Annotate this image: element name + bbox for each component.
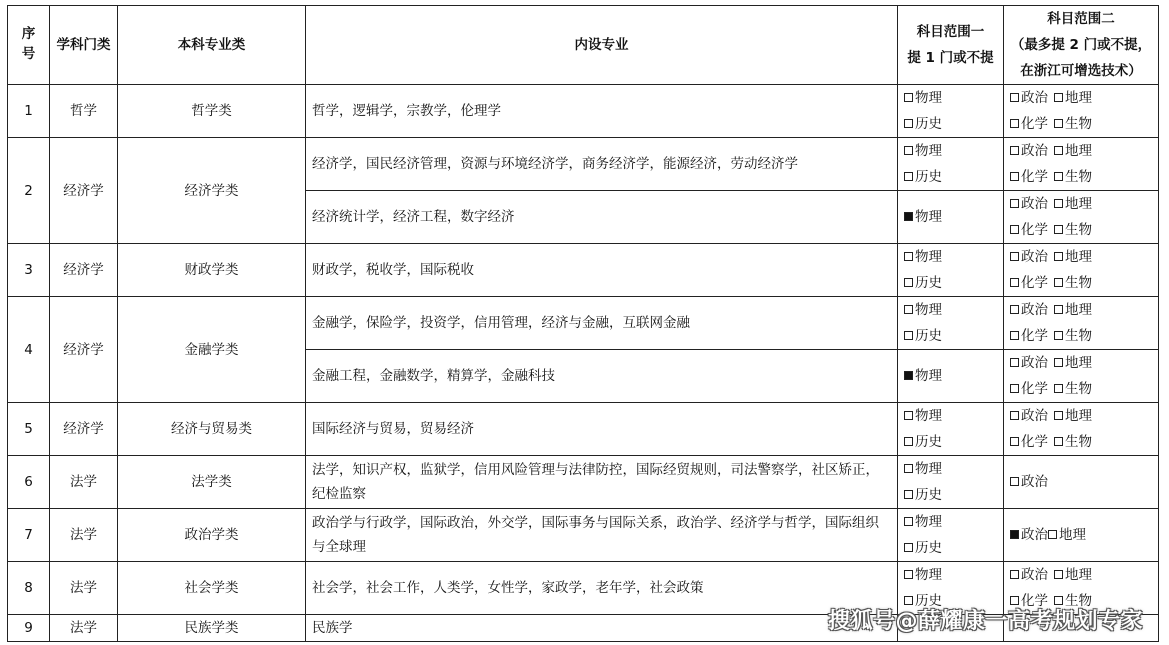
scope2-cell [1004,403,1159,456]
empty-checkbox-icon [904,437,913,446]
subject-option [904,204,997,230]
header-category: 本科专业类 [118,6,306,85]
subject-option [904,323,997,349]
empty-checkbox-icon [1054,199,1063,208]
subject-option [904,562,997,588]
empty-checkbox-icon [1010,278,1019,287]
subject-pair [1010,111,1152,137]
majors-cell: 政治学与行政学，国际政治，外交学，国际事务与国际关系，政治学、经济学与哲学，国际组织与全球理 [306,509,898,562]
scope2-cell [1004,244,1159,297]
subject-label: 物理 [915,90,942,106]
subject-option [904,164,997,190]
subject-label: 物理 [915,408,942,424]
empty-checkbox-icon [1010,172,1019,181]
discipline-cell: 法学 [50,456,118,509]
empty-checkbox-icon [1010,146,1019,155]
scope1-cell [898,403,1004,456]
scope2-cell [1004,350,1159,403]
empty-checkbox-icon [1054,570,1063,579]
subject-pair [1010,522,1152,548]
header-discipline: 学科门类 [50,6,118,85]
empty-checkbox-icon [1010,437,1019,446]
empty-checkbox-icon [1054,411,1063,420]
subject-option [1010,469,1152,495]
scope1-cell [898,509,1004,562]
row-number: 7 [8,509,50,562]
table-row [8,509,1159,562]
subject-option [904,363,997,389]
subject-label: 物理 [915,567,942,583]
empty-checkbox-icon [904,93,913,102]
row-number: 8 [8,562,50,615]
subject-label: 化学 [1021,116,1048,132]
empty-checkbox-icon [1010,252,1019,261]
subject-label: 物理 [915,143,942,159]
empty-checkbox-icon [904,278,913,287]
subject-label: 化学 [1021,328,1048,344]
category-cell: 民族学类 [118,615,306,642]
empty-checkbox-icon [1054,225,1063,234]
subject-option [904,456,997,482]
subject-label: 历史 [915,487,942,503]
empty-checkbox-icon [904,305,913,314]
watermark: 搜狐号@薛耀康一高考规划专家 [827,609,1143,634]
subject-label: 政治 [1021,249,1048,265]
subject-label: 政治 [1021,302,1048,318]
empty-checkbox-icon [904,464,913,473]
row-number: 3 [8,244,50,297]
scope2-cell [1004,297,1159,350]
filled-checkbox-icon [904,212,913,221]
subject-label: 生物 [1065,381,1092,397]
subject-pair [1010,270,1152,296]
majors-cell: 法学，知识产权，监狱学，信用风险管理与法律防控，国际经贸规则，司法警察学，社区矫正，纪检监察 [306,456,898,509]
discipline-cell: 经济学 [50,244,118,297]
empty-checkbox-icon [1054,358,1063,367]
category-cell: 社会学类 [118,562,306,615]
empty-checkbox-icon [1010,305,1019,314]
empty-checkbox-icon [904,570,913,579]
subject-pair [1010,376,1152,402]
empty-checkbox-icon [1010,199,1019,208]
category-cell: 财政学类 [118,244,306,297]
subject-label: 生物 [1065,593,1092,609]
empty-checkbox-icon [904,490,913,499]
subject-label: 生物 [1065,434,1092,450]
subject-label: 历史 [915,328,942,344]
subject-pair [1010,297,1152,323]
subject-label: 地理 [1065,249,1092,265]
majors-cell: 社会学，社会工作，人类学，女性学，家政学，老年学，社会政策 [306,562,898,615]
subject-pair [1010,562,1152,588]
row-number: 6 [8,456,50,509]
category-cell: 法学类 [118,456,306,509]
scope1-cell [898,350,1004,403]
filled-checkbox-icon [904,371,913,380]
subject-label: 政治 [1021,355,1048,371]
empty-checkbox-icon [904,119,913,128]
table-row [8,456,1159,509]
majors-cell: 国际经济与贸易，贸易经济 [306,403,898,456]
empty-checkbox-icon [904,331,913,340]
majors-cell: 金融工程，金融数学，精算学，金融科技 [306,350,898,403]
subject-option [904,111,997,137]
table-row [8,85,1159,138]
empty-checkbox-icon [1054,305,1063,314]
empty-checkbox-icon [1054,437,1063,446]
header-no: 序号 [8,6,50,85]
table-row [8,138,1159,191]
row-number: 1 [8,85,50,138]
empty-checkbox-icon [904,411,913,420]
subject-label: 地理 [1065,90,1092,106]
subject-label: 历史 [915,116,942,132]
subject-pair [1010,138,1152,164]
majors-cell: 民族学 [306,615,898,642]
subject-pair [1010,323,1152,349]
discipline-cell: 经济学 [50,297,118,403]
empty-checkbox-icon [1054,93,1063,102]
subject-option [904,244,997,270]
empty-checkbox-icon [1048,530,1057,539]
empty-checkbox-icon [1010,477,1019,486]
subject-requirements-table [7,5,1159,642]
subject-label: 物理 [915,302,942,318]
subject-label: 物理 [915,514,942,530]
row-number: 5 [8,403,50,456]
subject-label: 地理 [1065,196,1092,212]
empty-checkbox-icon [904,252,913,261]
scope1-cell [898,85,1004,138]
subject-label: 地理 [1065,302,1092,318]
subject-option [904,297,997,323]
subject-label: 历史 [915,434,942,450]
empty-checkbox-icon [1054,146,1063,155]
scope2-cell [1004,138,1159,191]
subject-label: 化学 [1021,434,1048,450]
subject-pair [1010,244,1152,270]
empty-checkbox-icon [1010,225,1019,234]
subject-label: 化学 [1021,381,1048,397]
table-row [8,244,1159,297]
empty-checkbox-icon [904,543,913,552]
discipline-cell: 经济学 [50,403,118,456]
scope1-cell [898,191,1004,244]
majors-cell: 经济统计学，经济工程，数字经济 [306,191,898,244]
subject-label: 地理 [1065,408,1092,424]
subject-option [904,270,997,296]
subject-option [904,138,997,164]
subject-pair [1010,350,1152,376]
scope1-cell [898,138,1004,191]
subject-label: 物理 [915,461,942,477]
empty-checkbox-icon [1010,411,1019,420]
subject-option [904,535,997,561]
subject-label: 地理 [1059,527,1086,543]
subject-option [904,403,997,429]
subject-label: 政治 [1021,474,1048,490]
subject-label: 生物 [1065,169,1092,185]
subject-label: 化学 [1021,222,1048,238]
empty-checkbox-icon [1010,93,1019,102]
subject-label: 物理 [915,368,942,384]
subject-label: 物理 [915,249,942,265]
scope1-cell [898,456,1004,509]
empty-checkbox-icon [1054,119,1063,128]
subject-option [904,85,997,111]
empty-checkbox-icon [1010,119,1019,128]
empty-checkbox-icon [904,146,913,155]
subject-label: 物理 [915,209,942,225]
subject-option [904,509,997,535]
row-number: 9 [8,615,50,642]
empty-checkbox-icon [1054,278,1063,287]
discipline-cell: 法学 [50,509,118,562]
category-cell: 金融学类 [118,297,306,403]
header-majors: 内设专业 [306,6,898,85]
subject-label: 历史 [915,169,942,185]
empty-checkbox-icon [1010,384,1019,393]
subject-label: 化学 [1021,169,1048,185]
subject-label: 生物 [1065,222,1092,238]
majors-cell: 经济学，国民经济管理，资源与环境经济学，商务经济学，能源经济，劳动经济学 [306,138,898,191]
empty-checkbox-icon [904,517,913,526]
subject-label: 地理 [1065,143,1092,159]
scope2-cell [1004,85,1159,138]
subject-label: 地理 [1065,355,1092,371]
scope2-cell [1004,509,1159,562]
empty-checkbox-icon [1054,172,1063,181]
row-number: 2 [8,138,50,244]
subject-label: 政治 [1021,567,1048,583]
category-cell: 经济与贸易类 [118,403,306,456]
row-number: 4 [8,297,50,403]
discipline-cell: 法学 [50,562,118,615]
subject-label: 化学 [1021,275,1048,291]
filled-checkbox-icon [1010,530,1019,539]
subject-label: 生物 [1065,275,1092,291]
subject-label: 历史 [915,540,942,556]
subject-label: 化学 [1021,593,1048,609]
majors-cell: 财政学，税收学，国际税收 [306,244,898,297]
empty-checkbox-icon [1054,252,1063,261]
subject-option [904,482,997,508]
empty-checkbox-icon [1054,384,1063,393]
subject-option [904,429,997,455]
table-row [8,403,1159,456]
header-scope2: 科目范围二 （最多提 2 门或不提， 在浙江可增选技术） [1004,6,1159,85]
discipline-cell: 法学 [50,615,118,642]
scope1-cell [898,297,1004,350]
empty-checkbox-icon [1010,358,1019,367]
subject-pair [1010,164,1152,190]
discipline-cell: 哲学 [50,85,118,138]
subject-label: 政治 [1021,527,1048,543]
category-cell: 经济学类 [118,138,306,244]
scope2-cell [1004,191,1159,244]
majors-cell: 哲学，逻辑学，宗教学，伦理学 [306,85,898,138]
subject-pair [1010,191,1152,217]
subject-label: 生物 [1065,328,1092,344]
subject-pair [1010,429,1152,455]
header-row [8,6,1159,85]
table-row [8,297,1159,350]
subject-label: 生物 [1065,116,1092,132]
subject-label: 政治 [1021,90,1048,106]
scope2-cell [1004,456,1159,509]
majors-cell: 金融学，保险学，投资学，信用管理，经济与金融，互联网金融 [306,297,898,350]
subject-label: 政治 [1021,196,1048,212]
subject-label: 政治 [1021,143,1048,159]
empty-checkbox-icon [1054,331,1063,340]
subject-pair [1010,403,1152,429]
subject-pair [1010,85,1152,111]
empty-checkbox-icon [1010,331,1019,340]
empty-checkbox-icon [1010,570,1019,579]
scope1-cell [898,244,1004,297]
category-cell: 政治学类 [118,509,306,562]
discipline-cell: 经济学 [50,138,118,244]
subject-label: 历史 [915,275,942,291]
subject-pair [1010,217,1152,243]
header-scope1: 科目范围一 提 1 门或不提 [898,6,1004,85]
empty-checkbox-icon [904,172,913,181]
category-cell: 哲学类 [118,85,306,138]
subject-label: 地理 [1065,567,1092,583]
subject-label: 历史 [915,593,942,609]
subject-label: 政治 [1021,408,1048,424]
